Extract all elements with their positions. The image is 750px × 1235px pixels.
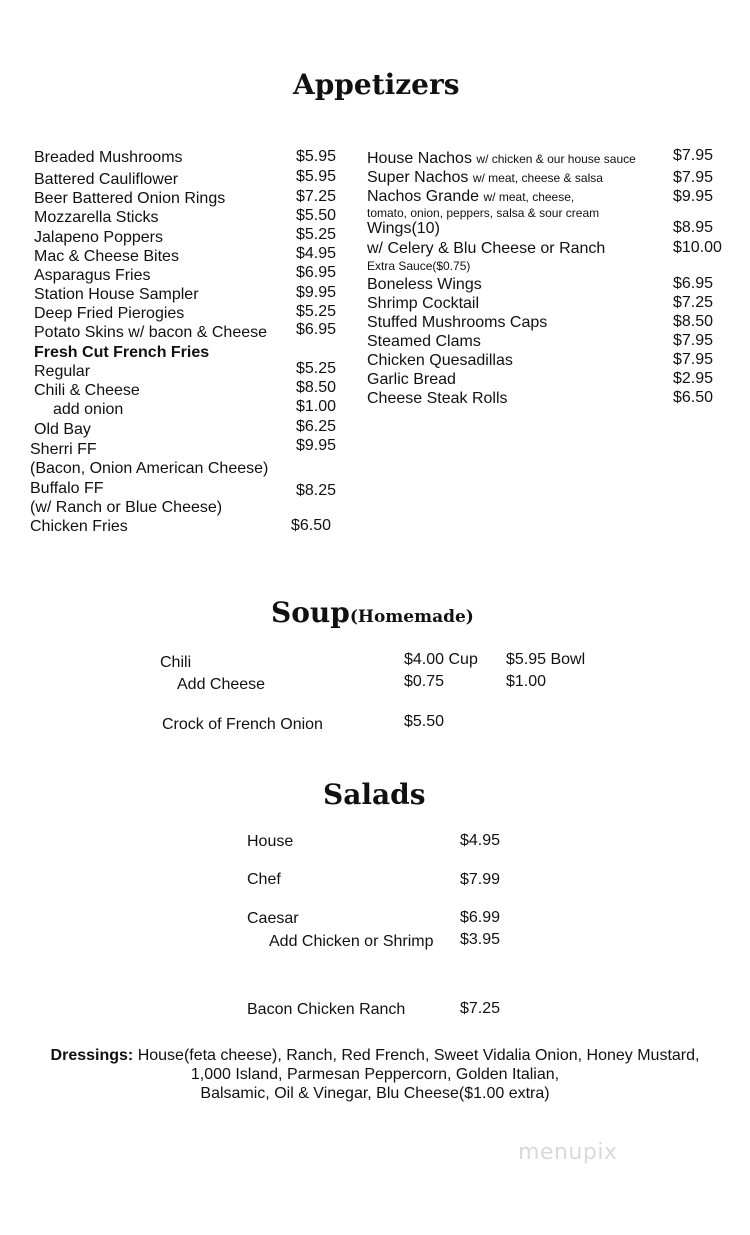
- menu-item-price: $7.95: [673, 332, 714, 349]
- menupix-watermark: menupix: [518, 1140, 618, 1165]
- menu-item-price: $6.95: [673, 275, 714, 292]
- menu-item-price: $5.50: [296, 207, 337, 224]
- menu-item-price: $4.95: [460, 832, 501, 849]
- soup-subtitle: (Homemade): [349, 607, 474, 627]
- menu-item-name: Stuffed Mushrooms Caps: [367, 314, 548, 331]
- menu-item-price: $5.95: [296, 168, 337, 185]
- menu-item-name: Jalapeno Poppers: [34, 229, 163, 246]
- menu-item-name: Station House Sampler: [34, 286, 199, 303]
- appetizers-heading: Appetizers: [293, 68, 460, 101]
- menu-item-price: $1.00: [506, 673, 547, 690]
- dressings-line-1: Dressings: House(feta cheese), Ranch, Red French, Sweet Vidalia Onion, Honey Mustard,: [50, 1047, 700, 1064]
- menu-item-price: $9.95: [296, 437, 337, 454]
- menu-item-price: $6.25: [296, 418, 337, 435]
- menu-item-price: $5.25: [296, 226, 337, 243]
- menu-item-name: Garlic Bread: [367, 371, 456, 388]
- dressings-line-3: Balsamic, Oil & Vinegar, Blu Cheese($1.00 extra): [200, 1085, 550, 1102]
- menu-item-name: Old Bay: [34, 421, 91, 438]
- menu-item-price: $7.95: [673, 147, 714, 164]
- menu-item-name: House: [247, 833, 294, 850]
- menu-item-price: $9.95: [296, 284, 337, 301]
- menu-item-name: Sherri FF: [30, 441, 97, 458]
- menu-item-name: Wings(10): [367, 220, 440, 237]
- menu-item-price: $7.25: [460, 1000, 501, 1017]
- menu-item-name: Add Cheese: [177, 676, 266, 693]
- menu-item-name: Crock of French Onion: [162, 716, 323, 733]
- menu-item-price: $6.95: [296, 264, 337, 281]
- menu-item-price: $5.25: [296, 303, 337, 320]
- menu-item-name: Super Nachos w/ meat, cheese & salsa: [367, 169, 603, 186]
- menu-item-price: $7.25: [673, 294, 714, 311]
- menu-item-price: $1.00: [296, 398, 337, 415]
- menu-item-name: Chili & Cheese: [34, 382, 140, 399]
- menu-item-price: $8.50: [296, 379, 337, 396]
- menu-item-price: $0.75: [404, 673, 445, 690]
- menu-item-price: $5.95 Bowl: [506, 651, 586, 668]
- menu-item-name: Cheese Steak Rolls: [367, 390, 508, 407]
- dressings-text: [0, 1046, 750, 1103]
- menu-item-price: $5.95: [296, 148, 337, 165]
- menu-item-price: $4.00 Cup: [404, 651, 478, 668]
- menu-item-price: $8.95: [673, 219, 714, 236]
- menu-item-name: add onion: [53, 401, 124, 418]
- menu-item-price: $6.50: [291, 517, 332, 534]
- menu-item-price: $7.95: [673, 169, 714, 186]
- menu-item-name: Shrimp Cocktail: [367, 295, 480, 312]
- menu-item-name: w/ Celery & Blu Cheese or Ranch: [367, 240, 606, 257]
- dressings-label: Dressings:: [50, 1047, 134, 1064]
- menu-item-name: Regular: [34, 363, 91, 380]
- menu-item-name: Potato Skins w/ bacon & Cheese: [34, 324, 268, 341]
- salads-heading: Salads: [323, 778, 426, 811]
- menu-item-price: $9.95: [673, 188, 714, 205]
- menu-item-name: Chicken Quesadillas: [367, 352, 513, 369]
- menu-item-price: $8.50: [673, 313, 714, 330]
- menu-item-name: Battered Cauliflower: [34, 171, 179, 188]
- menu-item-desc: Extra Sauce($0.75): [367, 259, 471, 273]
- menu-item-price: $10.00: [673, 239, 722, 256]
- menu-item-name: Add Chicken or Shrimp: [269, 933, 434, 950]
- menu-item-desc: (w/ Ranch or Blue Cheese): [30, 499, 223, 516]
- menu-item-name: House Nachos w/ chicken & our house sauce: [367, 150, 636, 167]
- soup-title: Soup: [271, 596, 350, 629]
- menu-item-name: Steamed Clams: [367, 333, 481, 350]
- menu-item-price: $6.99: [460, 909, 501, 926]
- menu-item-name: Boneless Wings: [367, 276, 482, 293]
- menu-item-name: Asparagus Fries: [34, 267, 151, 284]
- menu-item-price: $2.95: [673, 370, 714, 387]
- fries-heading: Fresh Cut French Fries: [34, 344, 210, 361]
- soup-heading: [271, 596, 474, 629]
- dressings-line-2: 1,000 Island, Parmesan Peppercorn, Golden Italian,: [190, 1066, 560, 1083]
- menu-item-desc: tomato, onion, peppers, salsa & sour cream: [367, 206, 600, 220]
- menu-item-name: Breaded Mushrooms: [34, 149, 183, 166]
- menu-item-desc: (Bacon, Onion American Cheese): [30, 460, 269, 477]
- menu-item-name: Bacon Chicken Ranch: [247, 1001, 406, 1018]
- menu-item-name: Deep Fried Pierogies: [34, 305, 185, 322]
- menu-item-name: Chili: [160, 654, 192, 671]
- menu-item-price: $3.95: [460, 931, 501, 948]
- menu-item-price: $7.99: [460, 871, 501, 888]
- menu-item-name: Caesar: [247, 910, 299, 927]
- menu-item-price: $5.25: [296, 360, 337, 377]
- menu-item-name: Nachos Grande w/ meat, cheese,: [367, 188, 575, 205]
- menu-item-name: Mac & Cheese Bites: [34, 248, 179, 265]
- menu-item-name: Chef: [247, 871, 281, 888]
- menu-item-name: Mozzarella Sticks: [34, 209, 159, 226]
- menu-item-price: $8.25: [296, 482, 337, 499]
- menu-item-price: $4.95: [296, 245, 337, 262]
- menu-item-price: $7.25: [296, 188, 337, 205]
- menu-item-price: $6.50: [673, 389, 714, 406]
- menu-item-price: $5.50: [404, 713, 445, 730]
- menu-item-name: Chicken Fries: [30, 518, 128, 535]
- menu-item-name: Beer Battered Onion Rings: [34, 190, 226, 207]
- menu-item-price: $6.95: [296, 321, 337, 338]
- menu-item-price: $7.95: [673, 351, 714, 368]
- menu-item-name: Buffalo FF: [30, 480, 104, 497]
